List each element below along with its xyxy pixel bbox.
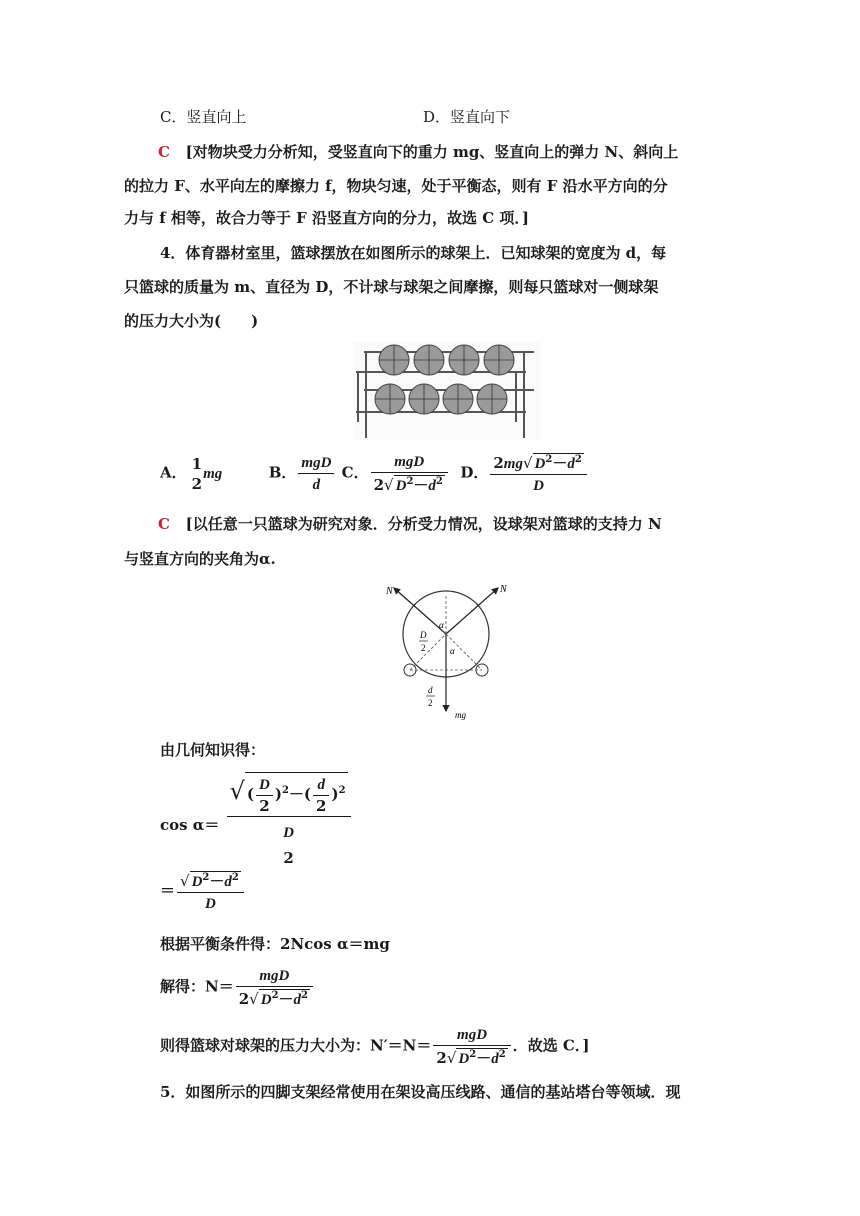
option-b-label: B．	[268, 463, 297, 482]
q5-stem-line1: 5．如图所示的四脚支架经常使用在架设高压线路、通信的基站塔台等领域．现	[160, 1083, 681, 1101]
svg-text:α: α	[439, 620, 444, 630]
pressure-equation	[160, 1025, 589, 1068]
svg-text:D: D	[420, 630, 427, 640]
option-a-label: A．	[160, 463, 187, 482]
answer-letter: C	[158, 143, 170, 161]
option-b-formula: $\frac{\text{mgD}}{d}$	[298, 453, 334, 494]
q3-explanation-line1	[158, 141, 678, 162]
pressure-fraction: $\frac{\text{mgD}}{2√ D^2-d^2}$	[433, 1025, 510, 1068]
svg-text:N: N	[386, 586, 393, 597]
solve-fraction: $\frac{\text{mgD}}{2√ D^2-d^2}$	[236, 966, 313, 1009]
balance-equation: 根据平衡条件得：2Ncos α＝mg	[160, 935, 390, 953]
q3-explanation-line3: 力与 f 相等，故合力等于 F 沿竖直方向的分力，故选 C 项．]	[124, 209, 529, 227]
svg-text:mg: mg	[455, 710, 466, 720]
svg-text:2: 2	[428, 698, 433, 708]
geometry-label: 由几何知识得：	[160, 741, 266, 759]
option-d: D．竖直向下	[423, 108, 511, 126]
q4-options: A． 1 2 mg B． $\frac{\text{mgD}}{d}$ C． $\frac{\text{mgD}}{2√ D^2-d^2}$ D． $\frac{2mg√ D^2-d^2}{D}$	[160, 452, 589, 495]
answer-letter: C	[158, 515, 170, 533]
q4-solution-line1	[158, 513, 662, 534]
option-c-label: C．	[341, 463, 369, 482]
cos-alpha-equation	[160, 772, 353, 867]
explanation-text: [对物块受力分析知，受竖直向下的重力 mg、竖直向上的弹力 N、斜向上	[185, 143, 679, 161]
q3-explanation-line2: 的拉力 F、水平向左的摩擦力 f，物块匀速，处于平衡态，则有 F 沿水平方向的分	[124, 177, 668, 195]
svg-text:d: d	[428, 685, 433, 695]
force-diagram	[380, 578, 520, 723]
equals-sign: ＝	[160, 881, 176, 900]
q4-stem-line1: 4．体育器材室里，篮球摆放在如图所示的球架上．已知球架的宽度为 d，每	[160, 244, 667, 262]
cos-label: cos α＝	[160, 815, 220, 834]
q4-solution-line2: 与竖直方向的夹角为α.	[124, 550, 276, 568]
q4-stem-line2: 只篮球的质量为 m、直径为 D，不计球与球架之间摩擦，则每只篮球对一侧球架	[124, 278, 659, 296]
result-fraction: $\frac{√ D^2-d^2}{D}$	[177, 870, 244, 913]
svg-text:2: 2	[421, 643, 426, 653]
q4-stem-line3: 的压力大小为( )	[124, 312, 259, 330]
svg-text:N: N	[500, 584, 507, 595]
pressure-tail: ．故选 C．]	[512, 1036, 590, 1055]
solve-equation	[160, 966, 315, 1009]
pressure-label: 则得篮球对球架的压力大小为：N′＝N＝	[160, 1036, 432, 1055]
option-d-formula: $\frac{2mg√ D^2-d^2}{D}$	[490, 452, 586, 495]
basketball-rack-figure	[354, 342, 540, 440]
cos-alpha-fraction: √ ( $\frac{D}{2}$ )$^2$－( $\frac{d}{2}$ )$^2$ D 2	[227, 772, 351, 867]
option-c-formula: $\frac{\text{mgD}}{2√ D^2-d^2}$	[371, 452, 448, 495]
solution-text: [以任意一只篮球为研究对象．分析受力情况，设球架对篮球的支持力 N	[185, 515, 662, 533]
solve-label: 解得：N＝	[160, 977, 234, 996]
option-c: C．竖直向上	[160, 108, 247, 126]
option-d-label: D．	[460, 463, 489, 482]
option-a-formula: 1 2	[191, 454, 203, 493]
svg-text:α: α	[450, 646, 455, 656]
cos-alpha-result	[160, 870, 246, 913]
